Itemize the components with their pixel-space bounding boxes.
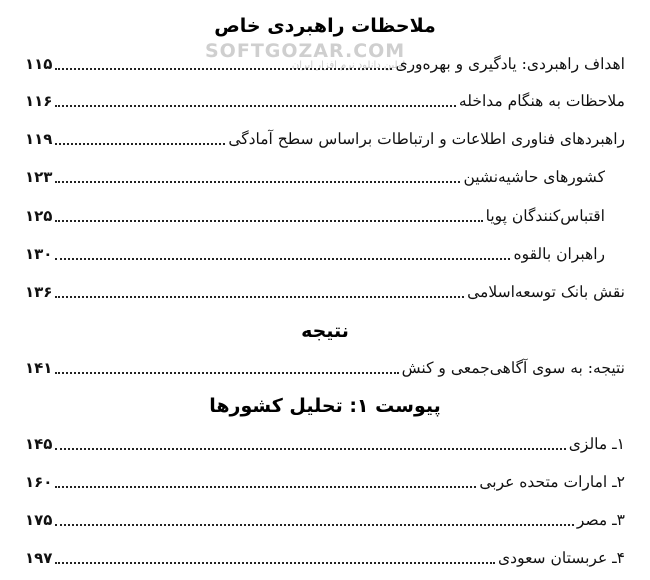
entry-title: ملاحظات به هنگام مداخله — [458, 92, 625, 110]
section-heading: نتیجه — [301, 320, 349, 342]
entry-title: اقتباس‌کنندگان پویا — [485, 207, 605, 225]
entry-page: ۱۱۹ — [25, 130, 53, 148]
entry-title: کشورهای حاشیه‌نشین — [463, 168, 605, 186]
entry-title: اهداف راهبردی: یادگیری و بهره‌وری — [395, 55, 625, 73]
entry-page: ۱۴۱ — [25, 359, 53, 377]
toc-entry — [25, 469, 625, 493]
toc-entry — [25, 431, 625, 455]
entry-page: ۱۲۳ — [25, 168, 53, 186]
toc-entry — [25, 203, 605, 227]
section-heading: ملاحظات راهبردی خاص — [214, 15, 436, 37]
dot-leader — [55, 514, 573, 526]
entry-title: ۱ـ مالزی — [568, 435, 625, 453]
dot-leader — [55, 210, 482, 222]
toc-entry — [25, 507, 625, 531]
dot-leader — [55, 286, 464, 298]
entry-title: راهبردهای فناوری اطلاعات و ارتباطات براساس سطح آمادگی — [228, 130, 625, 148]
dot-leader — [55, 58, 392, 70]
dot-leader — [55, 95, 455, 107]
dot-leader — [55, 438, 565, 450]
entry-title: ۳ـ مصر — [576, 511, 625, 529]
entry-page: ۱۷۵ — [25, 511, 53, 529]
dot-leader — [55, 476, 476, 488]
toc-entry — [25, 545, 625, 569]
toc-entry — [25, 241, 605, 265]
entry-page: ۱۱۵ — [25, 55, 53, 73]
toc-entry — [25, 164, 605, 188]
dot-leader — [55, 133, 225, 145]
toc-entry — [25, 51, 625, 75]
toc-entry — [25, 88, 625, 112]
entry-title: نتیجه: به سوی آگاهی‌جمعی و کنش — [401, 359, 625, 377]
entry-title: ۴ـ عربستان سعودی — [498, 549, 625, 567]
dot-leader — [55, 248, 510, 260]
watermark-brand: SOFTGOZAR.COM — [205, 40, 406, 62]
dot-leader — [55, 362, 398, 374]
entry-page: ۱۲۵ — [25, 207, 53, 225]
entry-page: ۱۱۶ — [25, 92, 53, 110]
dot-leader — [55, 171, 460, 183]
watermark-subtitle: اولین دانلود نرم افزار ایران — [291, 60, 406, 71]
section-heading: پیوست ۱: تحلیل کشورها — [209, 395, 441, 417]
toc-entry — [25, 355, 625, 379]
entry-page: ۱۶۰ — [25, 473, 53, 491]
toc-entry — [25, 279, 625, 303]
entry-title: نقش بانک توسعه‌اسلامی — [467, 283, 625, 301]
entry-page: ۱۴۵ — [25, 435, 53, 453]
entry-title: ۲ـ امارات متحده عربی — [479, 473, 625, 491]
toc-entry — [25, 126, 625, 150]
dot-leader — [55, 552, 495, 564]
entry-page: ۱۹۷ — [25, 549, 53, 567]
entry-page: ۱۳۶ — [25, 283, 53, 301]
entry-title: راهبران بالقوه — [513, 245, 605, 263]
entry-page: ۱۳۰ — [25, 245, 53, 263]
